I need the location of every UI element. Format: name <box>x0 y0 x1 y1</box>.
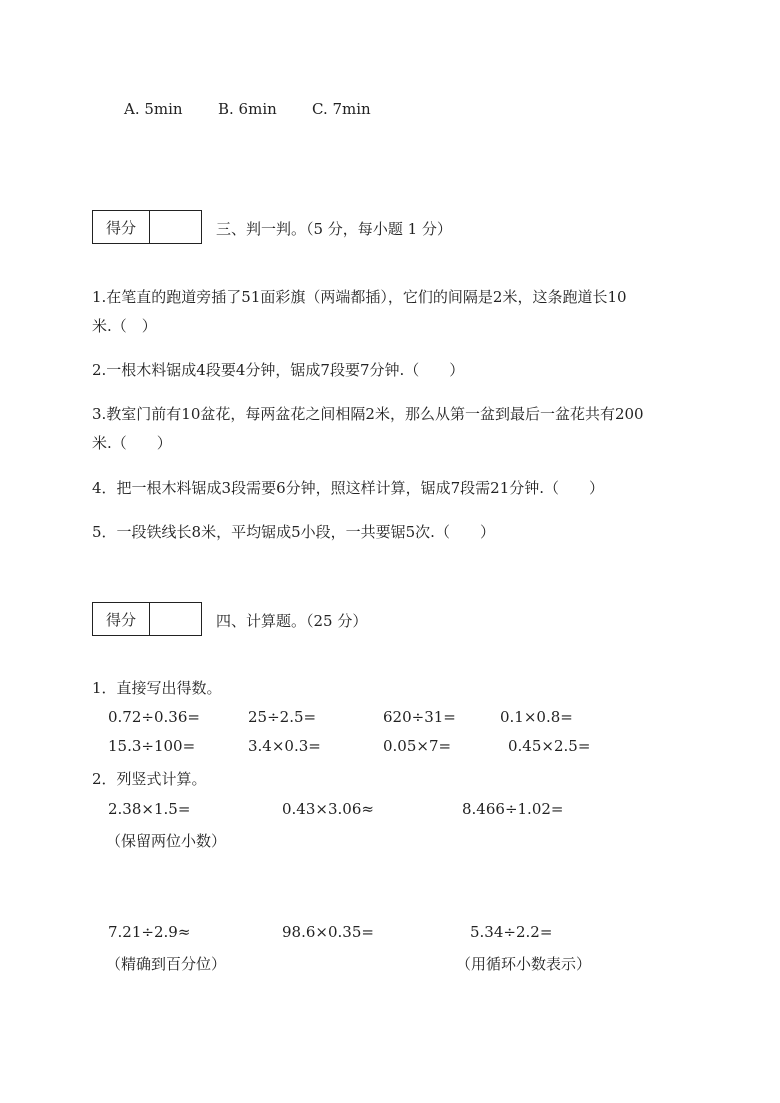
calc-q2-title: 2．列竖式计算。 <box>92 770 207 788</box>
score-box-section3 <box>92 210 202 244</box>
calc-q2-item: 5.34÷2.2= <box>470 923 553 941</box>
calc-q2-note: （保留两位小数） <box>106 832 227 850</box>
judge-item-4: 4．把一根木料锯成3段需要6分钟，照这样计算，锯成7段需21分钟.（ ） <box>92 479 605 497</box>
score-label: 得分 <box>93 211 150 243</box>
calc-q2-item: 8.466÷1.02= <box>462 800 564 818</box>
judge-item-2: 2.一根木料锯成4段要4分钟，锯成7段要7分钟.（ ） <box>92 361 465 379</box>
score-box-section4 <box>92 602 202 636</box>
section4-title: 四、计算题。（25 分） <box>216 612 368 630</box>
calc-q2-note: （用循环小数表示） <box>456 955 592 973</box>
judge-item-3-line1: 3.教室门前有10盆花，每两盆花之间相隔2米，那么从第一盆到最后一盆花共有200 <box>92 405 644 423</box>
score-blank[interactable] <box>150 603 201 635</box>
calc-q2-item: 98.6×0.35= <box>282 923 374 941</box>
calc-q1-item: 25÷2.5= <box>248 708 317 726</box>
calc-q1-item: 0.72÷0.36= <box>108 708 200 726</box>
judge-item-1-line1: 1.在笔直的跑道旁插了51面彩旗（两端都插），它们的间隔是2米，这条跑道长10 <box>92 288 627 306</box>
calc-q1-item: 0.45×2.5= <box>508 737 591 755</box>
judge-item-5: 5．一段铁线长8米，平均锯成5小段，一共要锯5次.（ ） <box>92 523 495 541</box>
calc-q1-item: 15.3÷100= <box>108 737 196 755</box>
calc-q1-item: 0.1×0.8= <box>500 708 573 726</box>
calc-q1-title: 1．直接写出得数。 <box>92 679 222 697</box>
calc-q1-item: 0.05×7= <box>383 737 452 755</box>
option-c: C. 7min <box>312 100 371 118</box>
judge-item-3-line2: 米.（ ） <box>92 434 172 452</box>
section3-title: 三、判一判。（5 分，每小题 1 分） <box>216 220 452 238</box>
score-blank[interactable] <box>150 211 201 243</box>
calc-q2-note: （精确到百分位） <box>106 955 227 973</box>
calc-q1-item: 620÷31= <box>383 708 456 726</box>
calc-q2-item: 2.38×1.5= <box>108 800 191 818</box>
option-a: A. 5min <box>124 100 183 118</box>
option-b: B. 6min <box>218 100 277 118</box>
judge-item-1-line2: 米.（ ） <box>92 317 157 335</box>
calc-q2-item: 0.43×3.06≈ <box>282 800 374 818</box>
score-label: 得分 <box>93 603 150 635</box>
calc-q2-item: 7.21÷2.9≈ <box>108 923 191 941</box>
calc-q1-item: 3.4×0.3= <box>248 737 321 755</box>
